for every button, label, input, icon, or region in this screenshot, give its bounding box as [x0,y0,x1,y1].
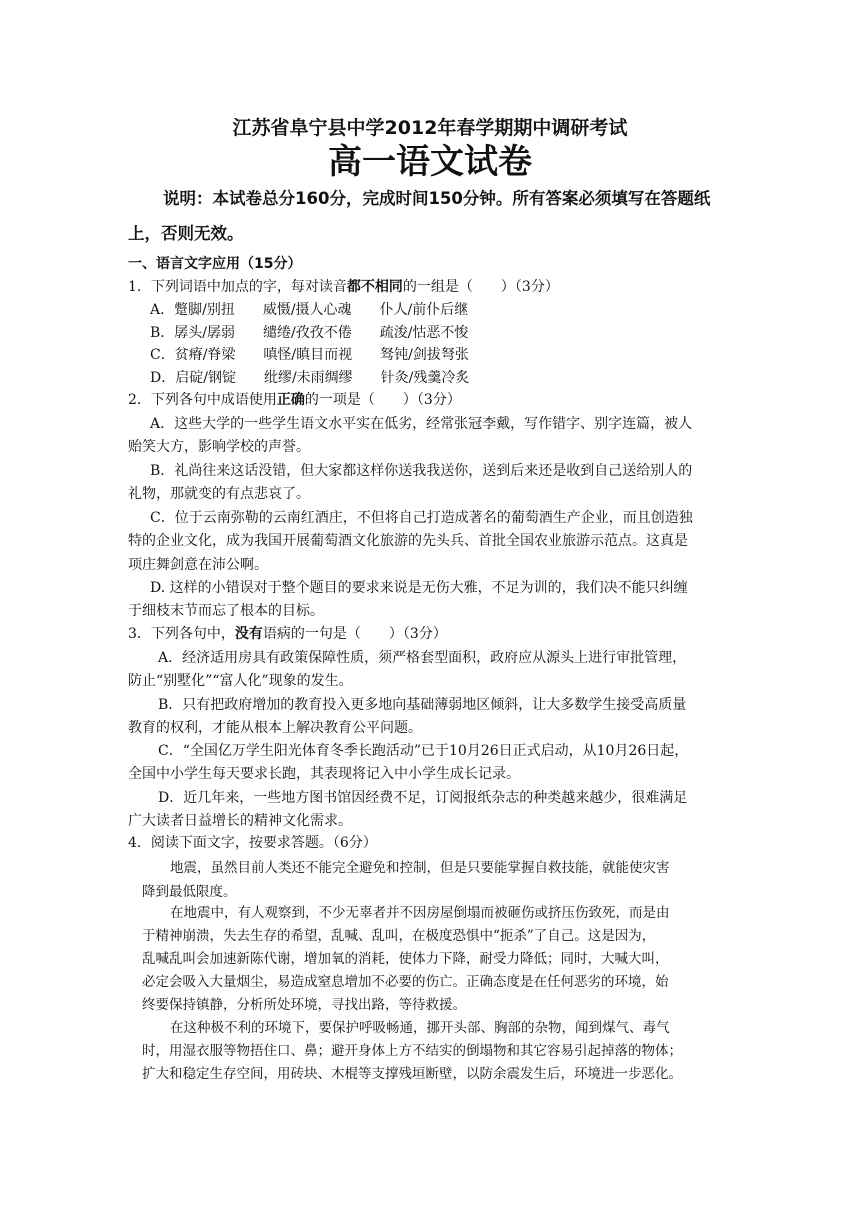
passage-line: 地震，虽然目前人类还不能完全避免和控制，但是只要能掌握自救技能，就能使灾害 [170,860,670,876]
q3-line: 广大读者日益增长的精神文化需求。 [128,813,352,829]
q3-line: 防止“别墅化”“富人化”现象的发生。 [128,673,353,689]
q2-line: D. 这样的小错误对于整个题目的要求来说是无伤大雅，不足为训的，我们决不能只纠缠 [150,580,688,596]
q2-line: A．这些大学的一些学生语文水平实在低劣，经常张冠李戴，写作错字、别字连篇，被人 [150,416,693,432]
q2-line: B．礼尚往来这话没错，但大家都这样你送我我送你，送到后来还是收到自己送给别人的 [150,463,693,479]
question-stem-text: 的一项是（ ）（3分） [304,392,461,408]
q3-line: 教育的权利，才能从根本上解决教育公平问题。 [128,720,422,736]
question-stem-text: 的一组是（ ）（3分） [402,279,559,295]
question-stem-text: 2．下列各句中成语使用 [128,392,277,408]
q2-line: 项庄舞剑意在沛公啊。 [128,557,268,573]
q3-line: 全国中小学生每天要求长跑，其表现将记入中小学生成长记录。 [128,766,520,782]
instructions-line-1: 说明：本试卷总分160分，完成时间150分钟。所有答案必须填写在答题纸 [163,189,711,208]
emphasis-text: 都不相同 [346,279,403,295]
q3-line: C．“全国亿万学生阳光体育冬季长跑活动”已于10月26日正式启动，从10月26日起， [158,743,689,759]
passage-line: 乱喊乱叫会加速新陈代谢，增加氧的消耗，使体力下降，耐受力降低；同时，大喊大叫， [142,951,669,967]
q3-line: D．近几年来，一些地方图书馆因经费不足，订阅报纸杂志的种类越来越少，很难满足 [158,790,688,806]
q2-line: 特的企业文化，成为我国开展葡萄酒文化旅游的先头兵、首批全国农业旅游示范点。这真是 [128,533,688,549]
q1-option-b: B．孱头/孱弱 缱绻/孜孜不倦 疏浚/怙恶不悛 [150,325,469,341]
q2-line: 于细枝末节而忘了根本的目标。 [128,603,324,619]
passage-line: 于精神崩溃，失去生存的希望，乱喊、乱叫，在极度恐惧中“扼杀”了自己。这是因为， [142,928,656,944]
q3-line: B．只有把政府增加的教育投入更多地向基础薄弱地区倾斜，让大多数学生接受高质量 [158,697,687,713]
question-stem-text: 3．下列各句中， [128,626,235,642]
passage-line: 扩大和稳定生存空间，用砖块、木棍等支撑残垣断壁，以防余震发生后，环境进一步恶化。 [142,1066,682,1082]
question-stem-text: 语病的一句是（ ）（3分） [262,626,447,642]
section-heading: 一、语言文字应用（15分） [128,256,302,272]
q3-line: A．经济适用房具有政策保障性质，须严格套型面积，政府应从源头上进行审批管理， [158,650,687,666]
question-4-stem: 4．阅读下面文字，按要求答题。（6分） [128,835,377,851]
question-3-stem [128,624,447,644]
passage-line: 时，用湿衣服等物捂住口、鼻；避开身体上方不结实的倒塌物和其它容易引起掉落的物体； [142,1043,682,1059]
exam-title: 高一语文试卷 [328,142,532,182]
passage-line: 在地震中，有人观察到，不少无辜者并不因房屋倒塌而被砸伤或挤压伤致死，而是由 [170,905,670,921]
q1-option-d: D．启碇/钢锭 纰缪/未雨绸缪 针灸/残羹冷炙 [150,370,470,386]
emphasis-text: 正确 [276,392,305,408]
passage-line: 必定会吸入大量烟尘，易造成窒息增加不必要的伤亡。正确态度是在任何恶劣的环境，始 [142,974,669,990]
question-1-stem [128,277,559,297]
question-2-stem [128,390,461,410]
q2-line: 礼物，那就变的有点悲哀了。 [128,486,310,502]
school-title: 江苏省阜宁县中学2012年春学期期中调研考试 [232,117,628,139]
question-stem-text: 1．下列词语中加点的字，每对读音 [128,279,347,295]
q2-line: 贻笑大方，影响学校的声誉。 [128,439,310,455]
q1-option-c: C．贫瘠/脊梁 嗔怪/瞋目而视 驽钝/剑拔弩张 [150,347,469,363]
q1-option-a: A．蹩脚/别扭 威慑/摄人心魂 仆人/前仆后继 [150,302,469,318]
q2-line: C．位于云南弥勒的云南红酒庄，不但将自己打造成著名的葡萄酒生产企业，而且创造独 [150,510,693,526]
passage-line: 在这种极不利的环境下，要保护呼吸畅通，挪开头部、胸部的杂物，闻到煤气、毒气 [170,1020,670,1036]
instructions-line-2: 上，否则无效。 [128,224,244,243]
passage-line: 降到最低限度。 [142,884,237,900]
emphasis-text: 没有 [234,626,263,642]
passage-line: 终要保持镇静，分析所处环境，寻找出路，等待救援。 [142,997,466,1013]
